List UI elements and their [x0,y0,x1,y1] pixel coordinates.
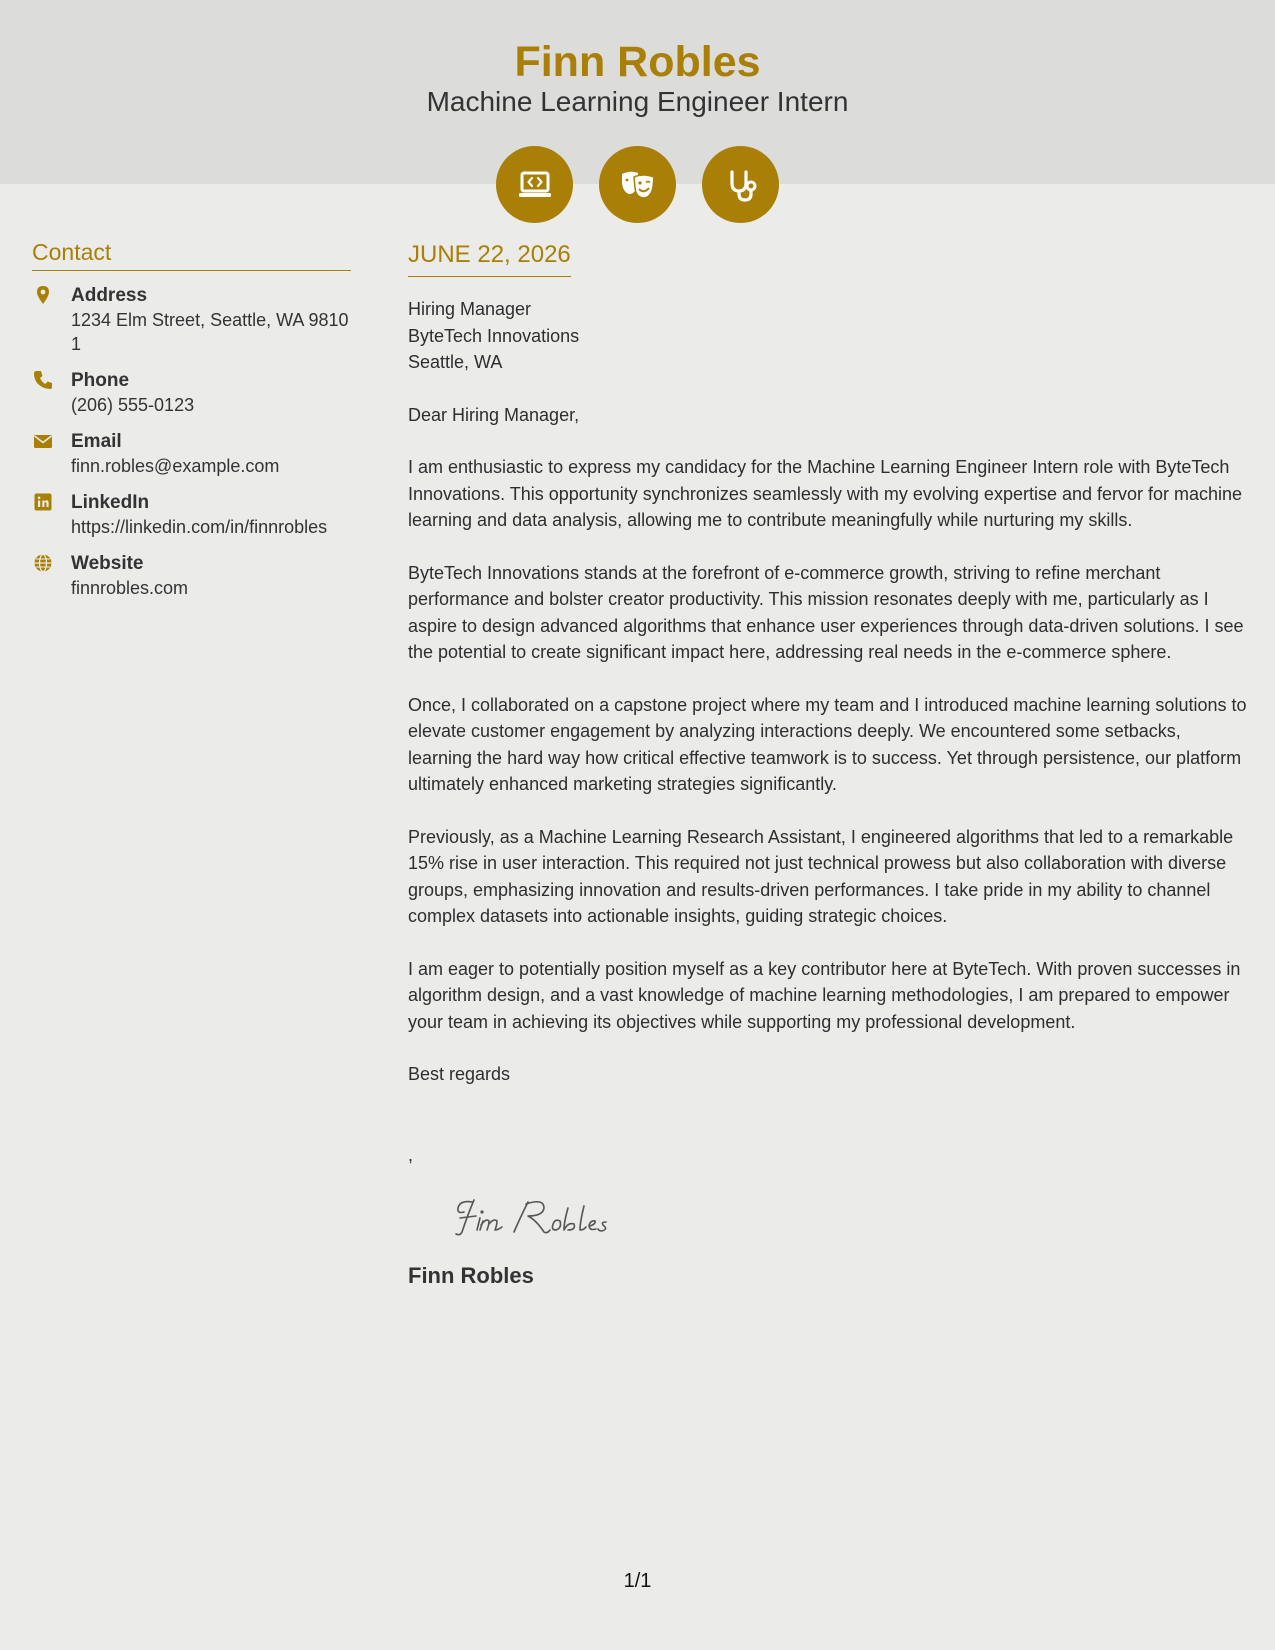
contact-label: Address [71,285,148,306]
closing-comma: , [408,1144,414,1165]
contact-value: finn.robles@example.com [71,456,280,476]
recipient-line: Seattle, WA [408,352,503,372]
envelope-icon [33,431,53,451]
signed-name: Finn Robles [408,1262,534,1288]
contact-linkedin [32,491,351,539]
contact-label: LinkedIn [71,492,150,513]
job-title: Machine Learning Engineer Intern [426,86,849,117]
map-pin-icon [33,285,53,305]
phone-icon [33,370,53,390]
contact-value: (206) 555-0123 [71,395,195,415]
body-paragraph: Once, I collaborated on a capstone project where my team and I introduced machine learning solutions to elevate customer engagement by analyzing interactions deeply. We encountered some setbacks, learning the hard way how critical effective teamwork is to success. Yet through persistence, our platform ultimately enhanced marketing strategies significantly. [408,694,1247,794]
recipient-line: ByteTech Innovations [408,325,580,346]
theater-masks-icon [599,146,676,223]
recipient-block [408,296,1248,376]
closing: Best regards [408,1064,511,1084]
page-number: 1/1 [623,1570,652,1592]
contact-label: Website [71,553,144,574]
candidate-name: Finn Robles [514,38,761,86]
contact-value: 1234 Elm Street, Seattle, WA 98101 [71,310,349,354]
contact-value[interactable]: finnrobles.com [71,578,189,598]
contact-email [32,430,351,478]
contact-label: Email [71,431,122,452]
signature [450,1194,650,1240]
body-paragraph: I am enthusiastic to express my candidacy for the Machine Learning Engineer Intern role with ByteTech Innovations. This opportunity synchronizes seamlessly with my evolving expertise and fervor for machine learning and data analysis, allowing me to contribute meaningfully while nurturing my skills. [408,457,1243,530]
salutation: Dear Hiring Manager, [408,404,580,425]
body-paragraph: ByteTech Innovations stands at the forefront of e-commerce growth, striving to refine merchant performance and bolster creator productivity. This mission resonates deeply with me, particularly as I aspire to design advanced algorithms that enhance user experiences through data-driven solutions. I see the potential to create significant impact here, addressing real needs in the e-commerce sphere. [408,562,1244,662]
linkedin-icon [33,492,53,512]
contact-website [32,552,351,600]
stethoscope-icon [702,146,779,223]
contact-address [32,284,351,356]
body-paragraph: I am eager to potentially position myself as a key contributor here at ByteTech. With proven successes in algorithm design, and a vast knowledge of machine learning methodologies, I am prepared to empower your team in achieving its objectives while supporting my professional development. [408,958,1241,1032]
contact-heading: Contact [32,238,351,271]
laptop-code-icon [496,146,573,223]
recipient-line: Hiring Manager [408,299,532,319]
contact-label: Phone [71,370,130,391]
letter-date: JUNE 22, 2026 [408,240,571,277]
contact-value[interactable]: https://linkedin.com/in/finnrobles [71,517,328,537]
contact-phone [32,369,351,417]
globe-icon [33,553,53,573]
body-paragraph: Previously, as a Machine Learning Research Assistant, I engineered algorithms that led to a remarkable 15% rise in user interaction. This required not just technical prowess but also collaboration with diverse groups, emphasizing innovation and results-driven performances. I take pride in my ability to channel complex datasets into actionable insights, guiding strategic choices. [408,826,1234,926]
letter-body [408,240,1248,1289]
contact-sidebar [32,238,351,600]
hobby-icons [0,146,1275,223]
